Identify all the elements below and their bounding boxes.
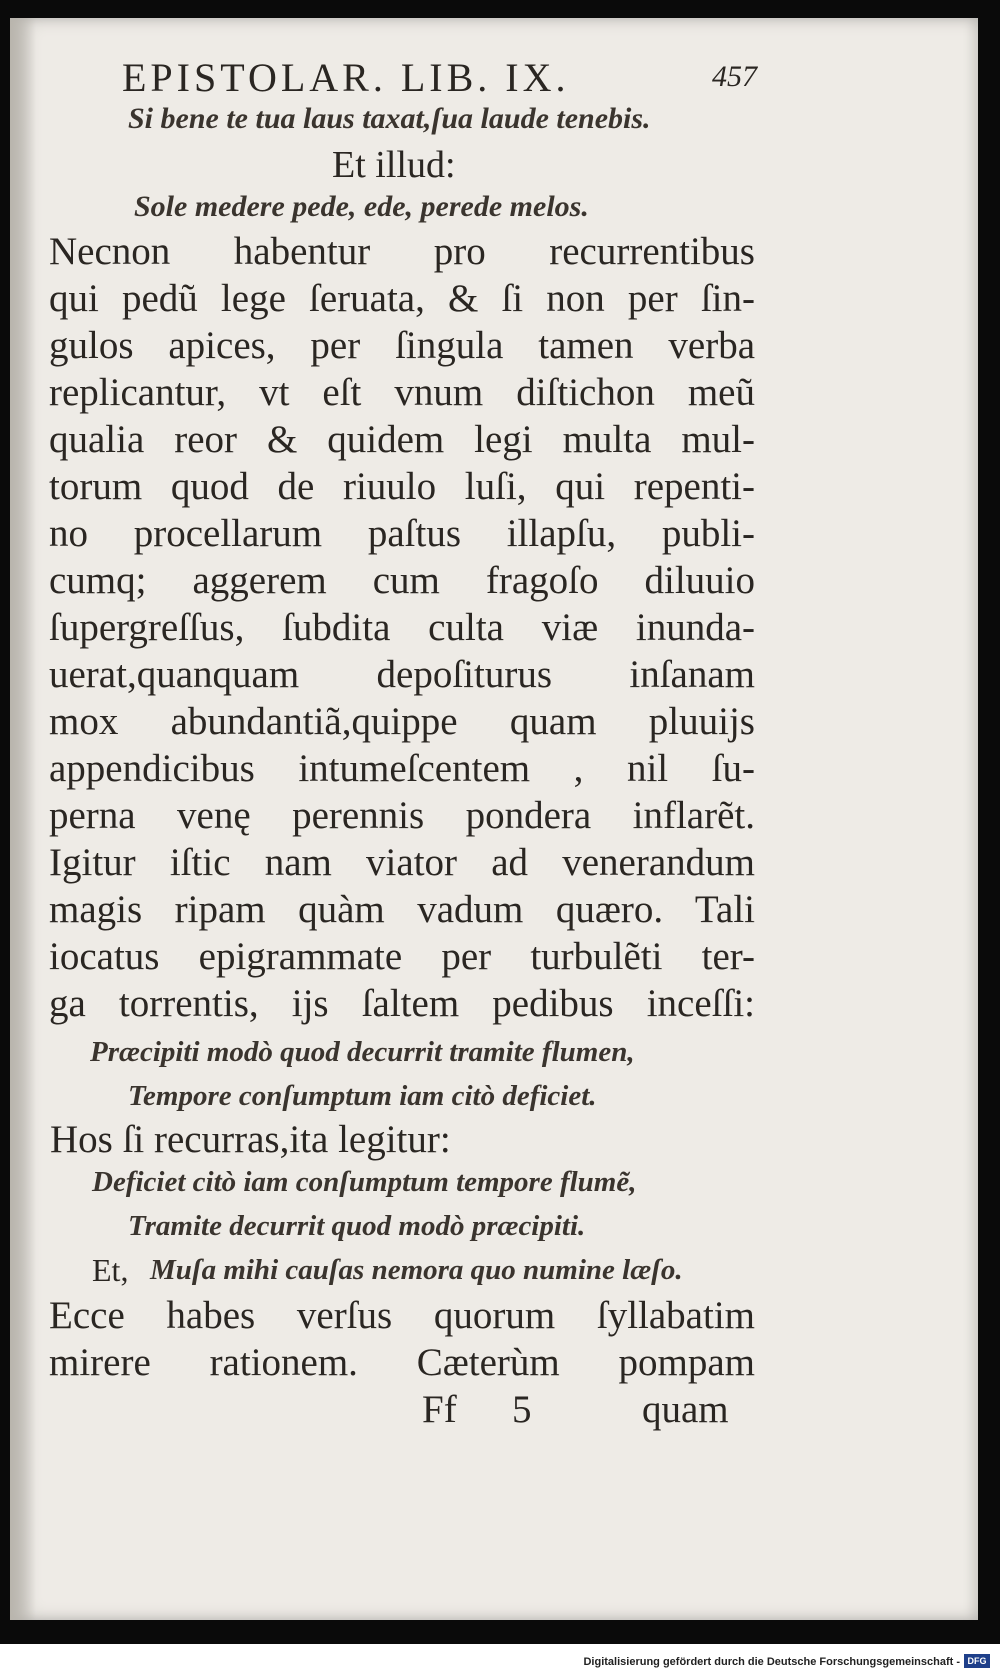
verse-line: Tempore conſumptum iam citò deficiet. [128,1080,597,1112]
signature-mark: Ff [422,1388,457,1431]
heading-line: Et illud: [332,144,456,186]
prose-line: qualia reor & quidem legi multa mul- [49,418,755,461]
prose-line: mirere rationem. Cæterùm pompam [49,1341,755,1384]
dfg-logo-icon: DFG [964,1654,990,1668]
prose-line: iocatus epigrammate per turbulẽti ter- [49,935,755,978]
prose-line: torum quod de riuulo luſi, qui repenti- [49,465,755,508]
page-number: 457 [712,60,757,93]
prose-line: mox abundantiã,quippe quam pluuijs [49,700,755,743]
signature-number: 5 [512,1388,532,1431]
prose-line: cumq; aggerem cum fragoſo diluuio [49,559,755,602]
prose-line: perna venę perennis pondera inflarẽt. [49,794,755,837]
prose-line: magis ripam quàm vadum quæro. Tali [49,888,755,931]
prose-line: Hos ſi recurras,ita legitur: [50,1118,451,1161]
running-head: EPISTOLAR. LIB. IX. [122,55,570,100]
verse-line: Sole medere pede, ede, perede melos. [134,190,589,223]
prose-line: uerat,quanquam depoſiturus inſanam [49,653,755,696]
prose-line: Ecce habes verſus quorum ſyllabatim [49,1294,755,1337]
catchword: quam [642,1388,729,1431]
prose-line: Et, [92,1252,129,1288]
prose-line: ga torrentis, ijs ſaltem pedibus inceſſi: [49,982,755,1025]
prose-line: replicantur, vt eſt vnum diſtichon meũ [49,371,755,414]
verse-line: Tramite decurrit quod modò præcipiti. [128,1210,586,1242]
prose-line: appendicibus intumeſcentem , nil ſu- [49,747,755,790]
verse-line: Muſa mihi cauſas nemora quo numine læſo. [150,1254,683,1286]
prose-line: no procellarum paſtus illapſu, publi- [49,512,755,555]
verse-line: Si bene te tua laus taxat,ſua laude tenebis. [128,102,651,135]
prose-line: Necnon habentur pro recurrentibus [49,230,755,273]
verse-line: Deficiet citò iam conſumptum tempore flumẽ, [92,1166,637,1198]
prose-line: Igitur iſtic nam viator ad venerandum [49,841,755,884]
prose-line: gulos apices, per ſingula tamen verba [49,324,755,367]
footer-credit: Digitalisierung gefördert durch die Deutsche Forschungsgemeinschaft - [583,1656,960,1668]
gutter-shadow [10,18,36,1620]
prose-line: ſupergreſſus, ſubdita culta viæ inunda- [49,606,755,649]
verse-line: Præcipiti modò quod decurrit tramite flumen, [90,1036,635,1068]
prose-line: qui pedũ lege ſeruata, & ſi non per ſin- [49,277,755,320]
